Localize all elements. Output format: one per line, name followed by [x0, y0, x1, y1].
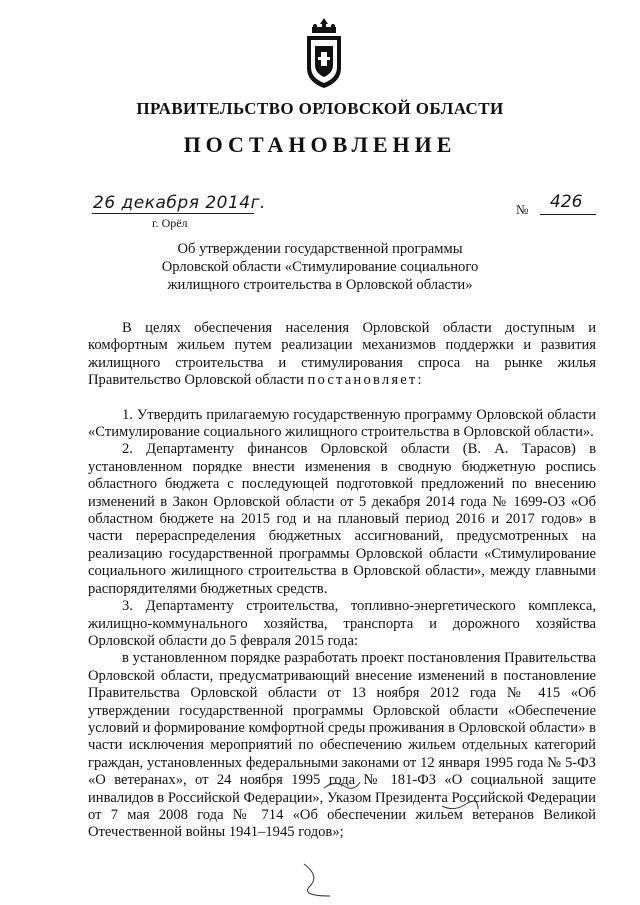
document-body [88, 320, 596, 842]
document-type-title: ПОСТАНОВЛЕНИЕ [183, 132, 457, 157]
document-subject [140, 240, 500, 294]
decree-word: постановляет: [307, 372, 424, 389]
subject-line: Об утверждении государственной программы [177, 241, 463, 257]
number-underline [540, 214, 596, 215]
pen-mark [300, 862, 334, 898]
body-paragraph: в установленном порядке разработать проект постановления Правительства Орловской области, предусматривающий внесение изменений в постановление Правительства Орловской области от 13 ноября 2012 года № 415 «Об утверждении государственной программы Орловской области «Обеспечение условий и формирование комфортной среды проживания в Орловской области» в части исключения мероприятий по обеспечению жильем отдельных категорий граждан, установленных федеральными законами от 12 января 1995 года № 5-ФЗ «О ветеранах», от 24 ноября 1995 года № 181-ФЗ «О социальной защите инвалидов в Российской Федерации», Указом Президента Российской Федерации от 7 мая 2008 года № 714 «Об обеспечении жильем ветеранов Великой Отечественной войны 1941–1945 годов»; [88, 650, 596, 841]
pen-mark [440, 800, 480, 814]
preamble-text: В целях обеспечения населения Орловской области доступным и комфортным жильем путем реализации механизмов поддержки и развития жилищного строительства и стимулирования спроса на рынке жилья Правительство Орловской области [88, 320, 596, 389]
pen-mark [322, 778, 362, 792]
handwritten-date: 26 декабря 2014г. [93, 193, 266, 213]
subject-line: жилищного строительства в Орловской области» [167, 277, 473, 293]
organization-title: ПРАВИТЕЛЬСТВО ОРЛОВСКОЙ ОБЛАСТИ [136, 99, 504, 118]
number-label: № [516, 202, 529, 217]
body-paragraph: 3. Департаменту строительства, топливно-энергетического комплекса, жилищно-коммунального хозяйства, транспорта и дорожного хозяйства Орловской области до 5 февраля 2015 года: [88, 598, 596, 649]
city-label: г. Орёл [152, 216, 188, 230]
body-paragraph: 2. Департаменту финансов Орловской области (В. А. Тарасов) в установленном порядке внести изменения в сводную бюджетную роспись областного бюджета с последующей подготовкой предложений по внесению изменений в Закон Орловской области от 5 декабря 2014 года № 1699-ОЗ «Об областном бюджете на 2015 год и на плановый период 2016 и 2017 годов» в части перераспределения бюджетных ассигнований, предусмотренных на реализацию государственной программы Орловской области «Стимулирование социального жилищного строительства в Орловской области», между главными распорядителями бюджетных средств. [88, 441, 596, 597]
handwritten-number: 426 [550, 192, 583, 212]
coat-of-arms-icon [304, 16, 344, 90]
body-paragraph: 1. Утвердить прилагаемую государственную программу Орловской области «Стимулирование социального жилищного строительства в Орловской области». [88, 406, 596, 441]
subject-line: Орловской области «Стимулирование социального [161, 259, 479, 275]
date-underline [92, 213, 254, 214]
preamble-paragraph [88, 320, 596, 390]
